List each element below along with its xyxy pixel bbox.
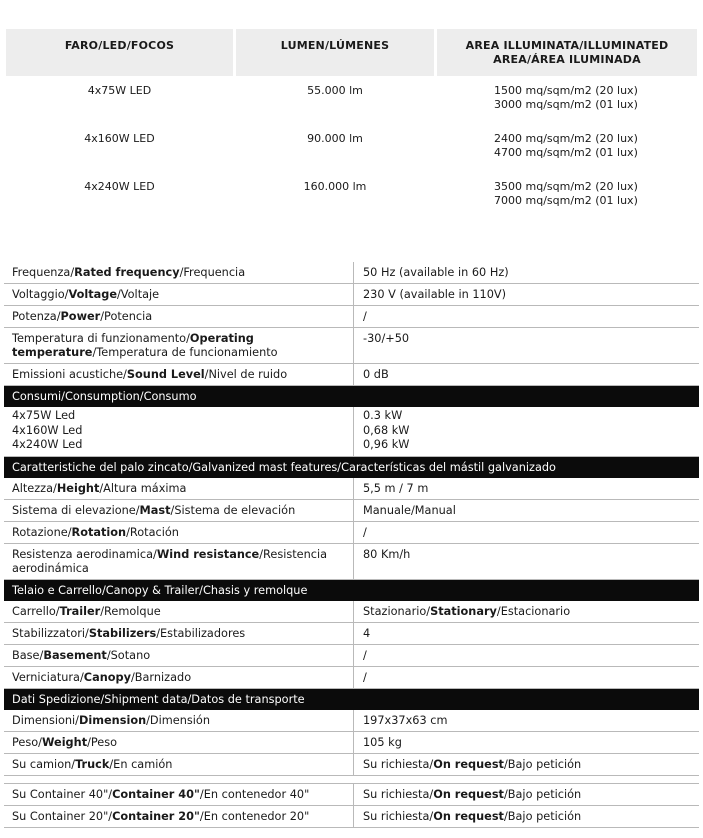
section-mast: Caratteristiche del palo zincato/Galvanized mast features/Características del mástil galvanizado [4,457,699,478]
spec-value: / [363,310,367,323]
spec-value: -30/+50 [363,332,410,345]
spec-row-height [4,478,699,500]
spec-row-sound [4,364,699,386]
spec-value: / [363,525,367,539]
lighting-table [6,29,697,220]
spec-value: 230 V (available in 110V) [363,288,507,301]
section-trailer: Telaio e Carrello/Canopy & Trailer/Chasis y remolque [4,580,699,601]
spec-table [4,262,699,828]
spec-value: Manuale/Manual [363,503,456,517]
lumen-cell: 90.000 lm [307,132,363,145]
spec-row-canopy [4,667,699,689]
spec-value: Su richiesta/On request/Bajo petición [363,809,582,823]
spec-label: Su Container 20"/Container 20"/En contenedor 20" [4,806,354,827]
spec-label: Altezza/Height/Altura máxima [4,478,354,499]
spec-row-frequency [4,262,699,284]
spec-value: / [363,670,367,684]
spec-row-trailer [4,601,699,623]
spec-row-temperature [4,328,699,364]
spec-row-power [4,306,699,328]
area-20lux: 1500 mq/sqm/m2 (20 lux) [494,84,638,97]
spec-label: Stabilizzatori/Stabilizers/Estabilizadores [4,623,354,644]
table-row [6,124,697,172]
area-cell [437,124,697,172]
spec-value: Su richiesta/On request/Bajo petición [363,787,582,801]
spec-row-rotation [4,522,699,544]
spec-value: 105 kg [363,735,402,749]
spec-row-wind [4,544,699,580]
spec-row-mast [4,500,699,522]
area-01lux: 3000 mq/sqm/m2 (01 lux) [494,98,638,111]
spec-value: 5,5 m / 7 m [363,481,429,495]
header-lumen: LUMEN/LÚMENES [236,29,434,76]
spec-label: Carrello/Trailer/Remolque [4,601,354,622]
area-cell [437,76,697,124]
spec-value: 0 dB [363,368,389,381]
divider [4,776,699,784]
spec-row-container-40 [4,784,699,806]
spec-label: Temperatura di funzionamento/Operating temperature/Temperatura de funcionamiento [4,328,354,363]
spec-label: Potenza/Power/Potencia [4,306,354,327]
spec-row-consumption [4,407,699,457]
lumen-cell: 55.000 lm [307,84,363,97]
spec-label: Frequenza/Rated frequency/Frequencia [4,262,354,283]
section-consumption: Consumi/Consumption/Consumo [4,386,699,407]
area-20lux: 2400 mq/sqm/m2 (20 lux) [494,132,638,145]
faro-cell: 4x75W LED [87,84,152,97]
spec-row-voltage [4,284,699,306]
spec-row-stabilizers [4,623,699,645]
header-area: AREA ILLUMINATA/ILLUMINATED AREA/ÁREA ILUMINADA [437,29,697,76]
spec-label: Peso/Weight/Peso [4,732,354,753]
spec-label: Base/Basement/Sotano [4,645,354,666]
table-row [6,172,697,220]
spec-label: Su camion/Truck/En camión [4,754,354,775]
spec-label: Emissioni acustiche/Sound Level/Nivel de ruido [4,364,354,385]
lighting-table-header [6,29,697,76]
area-20lux: 3500 mq/sqm/m2 (20 lux) [494,180,638,193]
spec-value: 4 [363,626,371,640]
spec-value: 0.3 kW 0,68 kW 0,96 kW [363,409,410,451]
spec-row-basement [4,645,699,667]
area-01lux: 7000 mq/sqm/m2 (01 lux) [494,194,638,207]
spec-row-truck [4,754,699,776]
spec-label: Rotazione/Rotation/Rotación [4,522,354,543]
spec-label: Resistenza aerodinamica/Wind resistance/Resistencia aerodinámica [4,544,354,579]
spec-value: 80 Km/h [363,547,411,561]
spec-label: Sistema di elevazione/Mast/Sistema de elevación [4,500,354,521]
spec-label: Su Container 40"/Container 40"/En contenedor 40" [4,784,354,805]
lumen-cell: 160.000 lm [303,180,367,193]
spec-row-container-20 [4,806,699,828]
spec-row-dimension [4,710,699,732]
spec-label: 4x75W Led 4x160W Led 4x240W Led [4,407,354,456]
header-faro: FARO/LED/FOCOS [6,29,233,76]
spec-value: 197x37x63 cm [363,713,448,727]
spec-value: 50 Hz (available in 60 Hz) [363,266,509,279]
section-shipment: Dati Spedizione/Shipment data/Datos de transporte [4,689,699,710]
spec-value: Su richiesta/On request/Bajo petición [363,757,582,771]
spec-row-weight [4,732,699,754]
table-row [6,76,697,124]
faro-cell: 4x240W LED [84,180,155,193]
spec-value: / [363,648,367,662]
spec-value: Stazionario/Stationary/Estacionario [363,604,571,618]
area-cell [437,172,697,220]
faro-cell: 4x160W LED [84,132,155,145]
spec-label: Verniciatura/Canopy/Barnizado [4,667,354,688]
spec-label: Voltaggio/Voltage/Voltaje [4,284,354,305]
spec-label: Dimensioni/Dimension/Dimensión [4,710,354,731]
area-01lux: 4700 mq/sqm/m2 (01 lux) [494,146,638,159]
